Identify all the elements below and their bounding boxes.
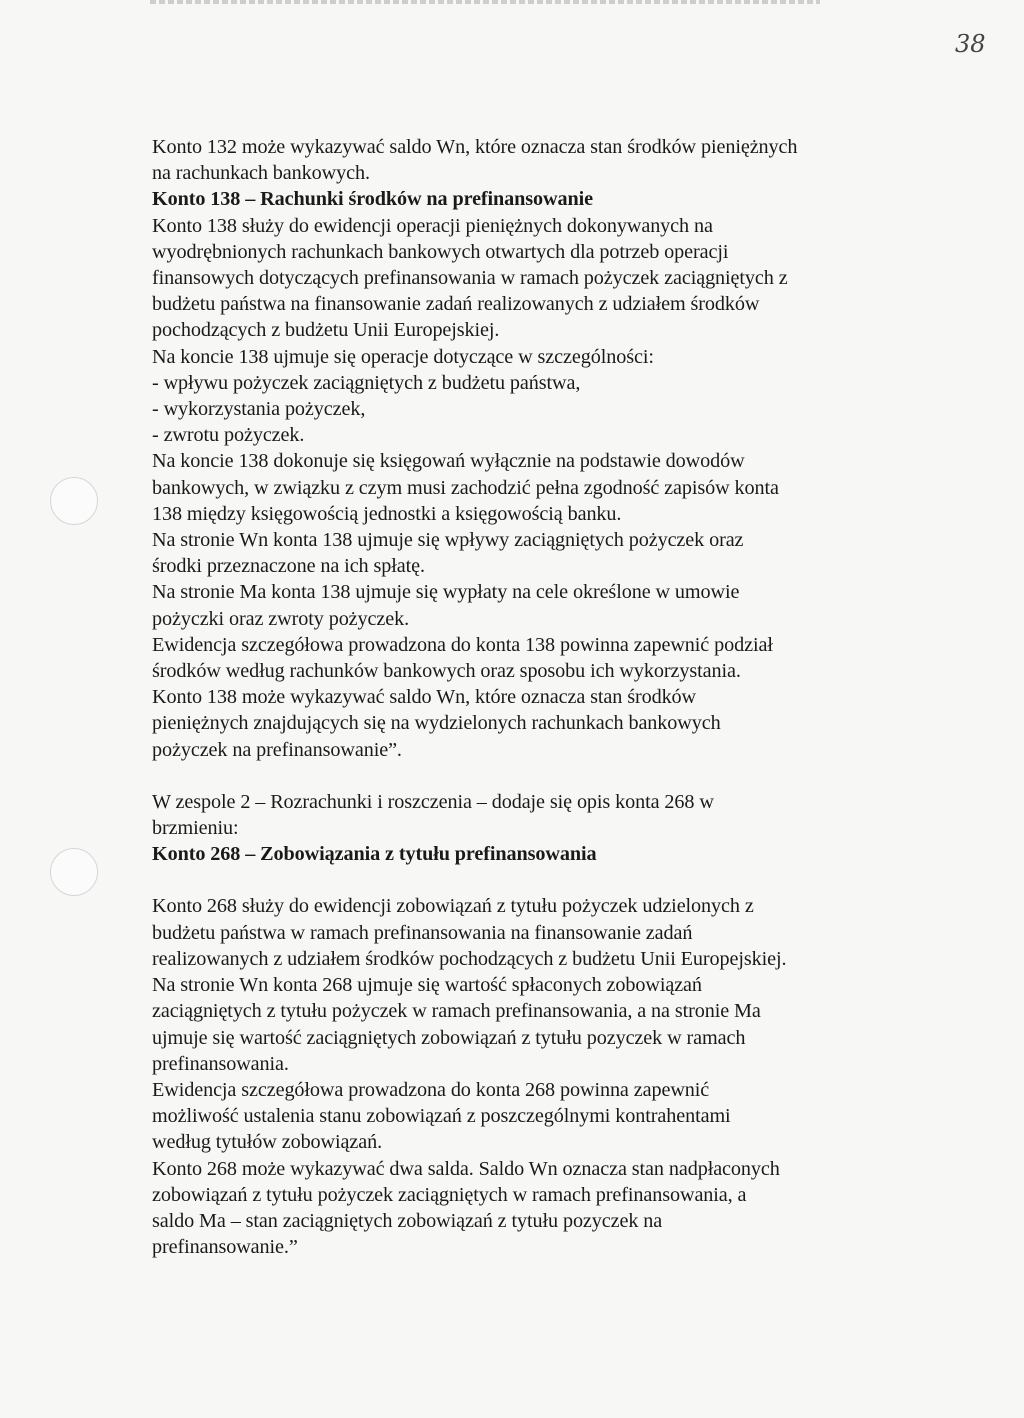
text-line: Konto 138 służy do ewidencji operacji pieniężnych dokonywanych na <box>152 214 713 237</box>
text-line: brzmieniu: <box>152 817 239 840</box>
text-line: saldo Ma – stan zaciągniętych zobowiązań z tytułu pozyczek na <box>152 1209 663 1232</box>
text-line: 138 między księgowością jednostki a księgowością banku. <box>152 502 622 525</box>
text-line: środki przeznaczone na ich spłatę. <box>152 555 425 578</box>
text-line: Konto 138 może wykazywać saldo Wn, które oznacza stan środków <box>152 686 697 709</box>
document-body <box>152 134 912 1260</box>
text-line: Ewidencja szczegółowa prowadzona do konta 268 powinna zapewnić <box>152 1078 710 1101</box>
text-line: pożyczki oraz zwroty pożyczek. <box>152 607 410 630</box>
text-line: Konto 268 może wykazywać dwa salda. Saldo Wn oznacza stan nadpłaconych <box>152 1157 780 1180</box>
text-line: prefinansowanie.” <box>152 1236 298 1259</box>
text-line: - wykorzystania pożyczek, <box>152 398 366 421</box>
text-line: pożyczek na prefinansowanie”. <box>152 738 402 761</box>
text-line: pochodzących z budżetu Unii Europejskiej. <box>152 319 500 342</box>
text-line: możliwość ustalenia stanu zobowiązań z poszczególnymi kontrahentami <box>152 1105 731 1128</box>
section-heading: Konto 138 – Rachunki środków na prefinansowanie <box>152 188 594 211</box>
text-line: budżetu państwa w ramach prefinansowania na finansowanie zadań <box>152 921 693 944</box>
section-heading: Konto 268 – Zobowiązania z tytułu prefinansowania <box>152 843 597 866</box>
text-line: Na stronie Wn konta 268 ujmuje się wartość spłaconych zobowiązań <box>152 974 702 997</box>
text-line: Konto 268 służy do ewidencji zobowiązań z tytułu pożyczek udzielonych z <box>152 895 754 918</box>
text-line: wyodrębnionych rachunkach bankowych otwartych dla potrzeb operacji <box>152 240 729 263</box>
page-number: 38 <box>955 30 986 58</box>
scan-edge-artifact <box>150 0 820 4</box>
text-line: W zespole 2 – Rozrachunki i roszczenia – dodaje się opis konta 268 w <box>152 790 714 813</box>
text-line: budżetu państwa na finansowanie zadań realizowanych z udziałem środków <box>152 293 760 316</box>
text-line: Konto 132 może wykazywać saldo Wn, które oznacza stan środków pieniężnych <box>152 136 798 158</box>
text-line: pieniężnych znajdujących się na wydzielonych rachunkach bankowych <box>152 712 721 735</box>
text-line: Na stronie Ma konta 138 ujmuje się wypłaty na cele określone w umowie <box>152 581 740 604</box>
text-line: realizowanych z udziałem środków pochodzących z budżetu Unii Europejskiej. <box>152 947 787 970</box>
text-line: ujmuje się wartość zaciągniętych zobowiązań z tytułu pozyczek w ramach <box>152 1026 746 1049</box>
text-line: Na stronie Wn konta 138 ujmuje się wpływy zaciągniętych pożyczek oraz <box>152 529 744 552</box>
text-line: Ewidencja szczegółowa prowadzona do konta 138 powinna zapewnić podział <box>152 633 773 656</box>
text-line: na rachunkach bankowych. <box>152 162 370 185</box>
text-line: - zwrotu pożyczek. <box>152 424 305 447</box>
text-line: zobowiązań z tytułu pożyczek zaciągniętych w ramach prefinansowania, a <box>152 1183 747 1206</box>
text-line: finansowych dotyczących prefinansowania w ramach pożyczek zaciągniętych z <box>152 267 788 290</box>
text-line: Na koncie 138 ujmuje się operacje dotyczące w szczególności: <box>152 345 654 368</box>
text-line: prefinansowania. <box>152 1052 289 1075</box>
text-line: środków według rachunków bankowych oraz sposobu ich wykorzystania. <box>152 660 741 683</box>
text-line: Na koncie 138 dokonuje się księgowań wyłącznie na podstawie dowodów <box>152 450 745 473</box>
punch-hole <box>50 477 98 525</box>
text-line: zaciągniętych z tytułu pożyczek w ramach prefinansowania, a na stronie Ma <box>152 1000 761 1023</box>
text-line: - wpływu pożyczek zaciągniętych z budżetu państwa, <box>152 371 581 394</box>
text-line: według tytułów zobowiązań. <box>152 1131 383 1154</box>
text-line: bankowych, w związku z czym musi zachodzić pełna zgodność zapisów konta <box>152 476 779 499</box>
punch-hole <box>50 848 98 896</box>
